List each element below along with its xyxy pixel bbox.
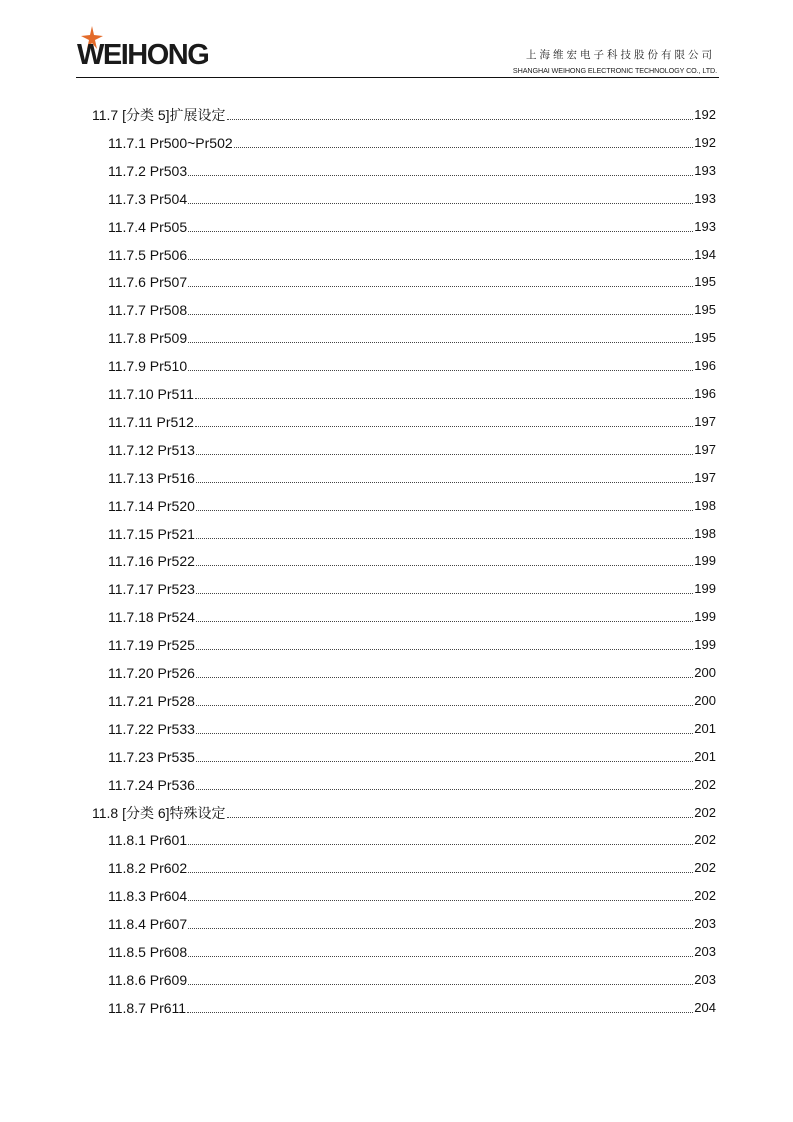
toc-entry[interactable] xyxy=(108,410,716,430)
toc-dot-leader xyxy=(196,677,693,678)
toc-dot-leader xyxy=(196,761,693,762)
toc-page-number: 202 xyxy=(694,804,716,820)
toc-entry[interactable] xyxy=(108,354,716,374)
toc-page-number: 199 xyxy=(694,609,716,625)
toc-entry[interactable] xyxy=(108,773,716,793)
toc-dot-leader xyxy=(187,1012,693,1013)
toc-entry-title: 11.7.9 Pr510 xyxy=(108,358,188,375)
toc-dot-leader xyxy=(234,147,694,148)
toc-dot-leader xyxy=(196,593,693,594)
toc-dot-leader xyxy=(188,900,693,901)
toc-dot-leader xyxy=(188,259,693,260)
toc-entry-title: 11.7.2 Pr503 xyxy=(108,162,188,179)
toc-dot-leader xyxy=(196,789,693,790)
toc-entry[interactable] xyxy=(108,968,716,988)
toc-page-number: 195 xyxy=(694,302,716,318)
toc-page-number: 202 xyxy=(694,860,716,876)
toc-entry-title: 11.7.14 Pr520 xyxy=(108,497,195,514)
toc-page-number: 199 xyxy=(694,637,716,653)
toc-page-number: 192 xyxy=(694,134,716,150)
page-header xyxy=(0,0,793,80)
toc-entry[interactable] xyxy=(108,661,716,681)
toc-entry-title: 11.7.1 Pr500~Pr502 xyxy=(108,134,233,151)
toc-dot-leader xyxy=(227,817,694,818)
toc-entry[interactable] xyxy=(108,549,716,569)
toc-entry-title: 11.8.3 Pr604 xyxy=(108,888,188,905)
toc-entry-title: 11.8.5 Pr608 xyxy=(108,944,188,960)
toc-dot-leader xyxy=(196,649,693,650)
toc-entry-title: 11.8.2 Pr602 xyxy=(108,860,188,877)
toc-entry-title: 11.7.20 Pr526 xyxy=(108,665,195,681)
toc-page-number: 203 xyxy=(694,916,716,932)
toc-entry-title: 11.7.21 Pr528 xyxy=(108,692,195,709)
toc-entry-title: 11.7.24 Pr536 xyxy=(108,776,195,793)
toc-entry[interactable] xyxy=(108,828,716,848)
toc-dot-leader xyxy=(188,370,693,371)
toc-dot-leader xyxy=(196,565,693,566)
toc-entry[interactable] xyxy=(108,940,716,960)
toc-dot-leader xyxy=(188,928,693,929)
toc-dot-leader xyxy=(196,510,693,511)
toc-entry-title: 11.7.17 Pr523 xyxy=(108,581,195,598)
toc-entry-title: 11.7.5 Pr506 xyxy=(108,246,188,263)
toc-entry[interactable] xyxy=(108,856,716,876)
toc-page-number: 202 xyxy=(694,888,716,904)
toc-entry[interactable] xyxy=(108,745,716,765)
toc-entry[interactable] xyxy=(108,382,716,402)
toc-entry[interactable] xyxy=(108,159,716,179)
toc-entry-title: 11.7.15 Pr521 xyxy=(108,525,195,542)
toc-page-number: 199 xyxy=(694,553,716,569)
toc-page-number: 197 xyxy=(694,469,716,485)
toc-page-number: 202 xyxy=(694,832,716,848)
toc-page-number: 195 xyxy=(694,274,716,290)
toc-entry[interactable] xyxy=(108,187,716,207)
toc-page-number: 196 xyxy=(694,358,716,374)
toc-entry-title: 11.7.3 Pr504 xyxy=(108,190,188,207)
company-name-en: SHANGHAI WEIHONG ELECTRONIC TECHNOLOGY CO., LTD. xyxy=(512,66,717,75)
toc-page-number: 196 xyxy=(694,386,716,401)
toc-entry[interactable] xyxy=(108,131,716,151)
toc-entry-title: 11.7.8 Pr509 xyxy=(108,330,188,347)
toc-page-number: 201 xyxy=(694,748,716,764)
toc-page-number: 202 xyxy=(694,776,716,792)
toc-page-number: 194 xyxy=(694,246,716,262)
toc-entry[interactable] xyxy=(92,103,716,123)
toc-page-number: 203 xyxy=(694,944,716,959)
toc-entry[interactable] xyxy=(108,884,716,904)
toc-page-number: 197 xyxy=(694,441,716,457)
toc-entry-title: 11.7.22 Pr533 xyxy=(108,720,195,737)
company-name-cn: 上海维宏电子科技股份有限公司 xyxy=(526,49,715,61)
toc-entry[interactable] xyxy=(108,717,716,737)
toc-page-number: 198 xyxy=(694,525,716,541)
toc-entry-title: 11.7.16 Pr522 xyxy=(108,553,195,570)
toc-entry-title: 11.7.12 Pr513 xyxy=(108,441,195,458)
toc-dot-leader xyxy=(188,314,693,315)
toc-page-number: 195 xyxy=(694,330,716,346)
toc-entry-title: 11.7.6 Pr507 xyxy=(108,274,188,291)
logo-graphic xyxy=(76,24,244,68)
toc-dot-leader xyxy=(188,203,693,204)
toc-entry[interactable] xyxy=(108,270,716,290)
toc-entry-title: 11.7.13 Pr516 xyxy=(108,469,195,486)
toc-page-number: 200 xyxy=(694,665,716,680)
toc-dot-leader xyxy=(196,733,693,734)
logo-text: WEIHONG xyxy=(77,39,209,68)
toc-dot-leader xyxy=(188,231,693,232)
toc-entry-title: 11.8.6 Pr609 xyxy=(108,971,188,988)
toc-entry[interactable] xyxy=(92,801,716,821)
toc-page-number: 192 xyxy=(694,107,716,122)
toc-entry-title: 11.7 [分类 5]扩展设定 xyxy=(92,107,226,123)
toc-dot-leader xyxy=(196,482,693,483)
weihong-logo xyxy=(76,24,244,68)
toc-page-number: 198 xyxy=(694,497,716,513)
toc-entry[interactable] xyxy=(108,466,716,486)
toc-page-number: 200 xyxy=(694,692,716,708)
toc-page-number: 193 xyxy=(694,218,716,234)
toc-page-number: 201 xyxy=(694,720,716,736)
header-divider xyxy=(76,77,719,78)
toc-entry[interactable] xyxy=(108,996,716,1016)
toc-entry-title: 11.7.23 Pr535 xyxy=(108,748,195,765)
toc-page-number: 204 xyxy=(694,999,716,1015)
toc-dot-leader xyxy=(196,621,693,622)
toc-entry-title: 11.8 [分类 6]特殊设定 xyxy=(92,804,226,821)
toc-dot-leader xyxy=(195,426,693,427)
toc-dot-leader xyxy=(196,538,693,539)
toc-entry[interactable] xyxy=(108,438,716,458)
toc-page-number: 203 xyxy=(694,971,716,987)
toc-entry-title: 11.7.19 Pr525 xyxy=(108,637,195,654)
toc-entry[interactable] xyxy=(108,577,716,597)
toc-dot-leader xyxy=(188,844,693,845)
toc-entry[interactable] xyxy=(108,605,716,625)
toc-entry-title: 11.7.10 Pr511 xyxy=(108,386,194,402)
toc-entry-title: 11.8.4 Pr607 xyxy=(108,916,188,933)
toc-entry[interactable] xyxy=(108,494,716,514)
toc-entry-title: 11.7.11 Pr512 xyxy=(108,413,194,430)
toc-entry[interactable] xyxy=(108,912,716,932)
toc-entry-title: 11.8.1 Pr601 xyxy=(108,832,188,849)
toc-dot-leader xyxy=(188,286,693,287)
toc-entry[interactable] xyxy=(108,633,716,653)
toc-entry-title: 11.7.18 Pr524 xyxy=(108,609,195,626)
toc-dot-leader xyxy=(196,705,693,706)
toc-entry[interactable] xyxy=(108,522,716,542)
toc-page-number: 197 xyxy=(694,413,716,429)
toc-dot-leader xyxy=(188,956,693,957)
toc-entry[interactable] xyxy=(108,326,716,346)
toc-page-number: 193 xyxy=(694,190,716,206)
toc-dot-leader xyxy=(196,454,693,455)
toc-page-number: 199 xyxy=(694,581,716,597)
toc-dot-leader xyxy=(188,984,693,985)
toc-dot-leader xyxy=(227,119,694,120)
toc-dot-leader xyxy=(188,175,693,176)
toc-entry-title: 11.8.7 Pr611 xyxy=(108,999,187,1016)
toc-entry-title: 11.7.7 Pr508 xyxy=(108,302,188,319)
toc-dot-leader xyxy=(188,342,693,343)
toc-entry-title: 11.7.4 Pr505 xyxy=(108,218,188,235)
toc-dot-leader xyxy=(195,398,693,399)
toc-dot-leader xyxy=(188,872,693,873)
toc-entry[interactable] xyxy=(108,243,716,263)
toc-entry[interactable] xyxy=(108,689,716,709)
toc-entry[interactable] xyxy=(108,298,716,318)
toc-entry[interactable] xyxy=(108,215,716,235)
toc-page-number: 193 xyxy=(694,162,716,178)
